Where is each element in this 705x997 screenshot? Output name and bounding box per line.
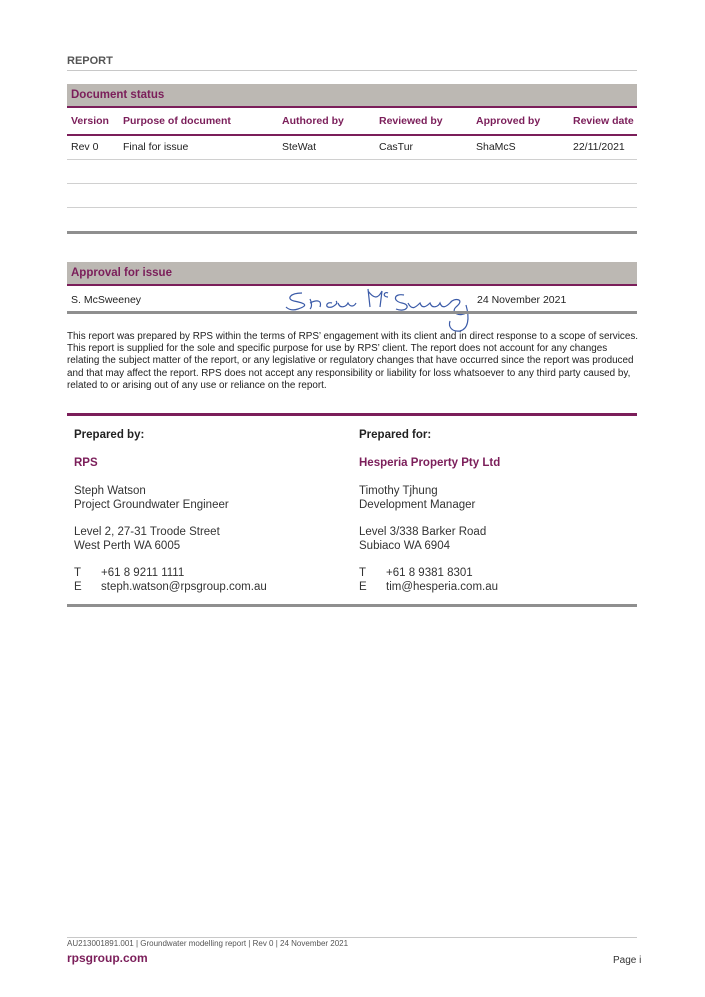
disclaimer-text: This report was prepared by RPS within the terms of RPS’ engagement with its client and in direct response to a scope of services. This report is supplied for the sole and specific purpose for use by RPS’ client. The report does not account for any changes relating the subject matter of the report, or any legislative or regulatory changes that have occurred since the report was produced and that may affect the report. RPS does not accept any responsibility or liability for loss whatsoever to any third party caused by, related to or arising out of any use or reliance on the report. [67,331,639,391]
prepared-by-block [74,429,344,594]
prepared-by-address1: Level 2, 27-31 Troode Street [74,526,220,538]
approval-date: 24 November 2021 [477,294,567,306]
prepared-by-email-row [74,580,344,594]
prepared-by-org: RPS [74,457,98,469]
document-status-title: Document status [67,84,637,108]
email-key: E [74,581,82,593]
col-reviewed-by: Reviewed by [379,115,443,127]
row-divider [67,159,637,160]
approval-title: Approval for issue [67,262,637,286]
prepared-for-address2: Subiaco WA 6904 [359,540,450,552]
page-number: Page i [613,955,642,966]
table-bottom-rule [67,231,637,234]
footer-site-link[interactable]: rpsgroup.com [67,951,148,965]
prepared-by-email[interactable]: steph.watson@rpsgroup.com.au [101,581,267,593]
prepared-by-phone: +61 8 9211 1111 [101,567,185,579]
approver-name: S. McSweeney [71,294,142,306]
cell-reviewed-by: CasTur [379,141,414,153]
cell-purpose: Final for issue [123,141,189,153]
prepared-for-role: Development Manager [359,499,476,511]
row-divider [67,207,637,208]
email-key: E [359,581,367,593]
prepared-for-email-row [359,580,629,594]
report-header: REPORT [67,55,637,71]
prepared-for-block [359,429,629,594]
phone-key: T [359,567,367,579]
table-header-rule [67,134,637,136]
footer-rule [67,937,637,938]
cell-review-date: 22/11/2021 [573,141,625,153]
signature-image [280,285,475,333]
prepared-for-label: Prepared for: [359,429,432,441]
prepared-by-label: Prepared by: [74,429,145,441]
prepared-for-email[interactable]: tim@hesperia.com.au [386,581,499,593]
approval-bottom-rule [67,311,637,314]
contacts-top-rule [67,413,637,416]
prepared-for-phone-row [359,566,629,580]
prepared-for-org: Hesperia Property Pty Ltd [359,457,501,469]
prepared-by-phone-row [74,566,344,580]
prepared-by-address2: West Perth WA 6005 [74,540,181,552]
footer-meta: AU213001891.001 | Groundwater modelling report | Rev 0 | 24 November 2021 [67,939,349,948]
prepared-by-role: Project Groundwater Engineer [74,499,229,511]
contacts-bottom-rule [67,604,637,607]
cell-authored-by: SteWat [282,141,317,153]
prepared-for-phone: +61 8 9381 8301 [386,567,473,579]
col-review-date: Review date [573,115,634,127]
row-divider [67,183,637,184]
col-version: Version [71,115,109,127]
cell-approved-by: ShaMcS [476,141,516,153]
phone-key: T [74,567,82,579]
prepared-for-address1: Level 3/338 Barker Road [359,526,487,538]
col-authored-by: Authored by [282,115,344,127]
cell-version: Rev 0 [71,141,99,153]
prepared-for-person: Timothy Tjhung [359,485,438,497]
col-approved-by: Approved by [476,115,541,127]
col-purpose: Purpose of document [123,115,231,127]
prepared-by-person: Steph Watson [74,485,146,497]
